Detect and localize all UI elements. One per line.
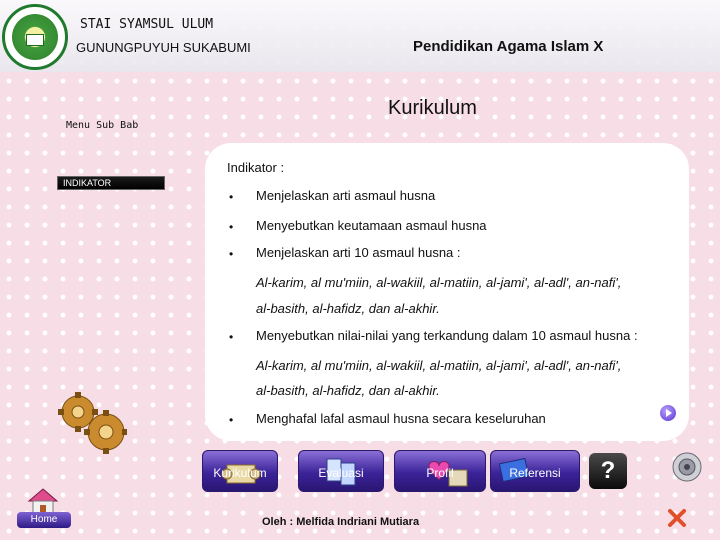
nav-referensi-button[interactable] xyxy=(490,450,580,492)
house-icon xyxy=(27,488,59,514)
indicator-item: Menyebutkan nilai-nilai yang terkandung dalam 10 asmaul husna : xyxy=(256,328,638,343)
menu-item-indikator[interactable]: INDIKATOR xyxy=(57,176,165,190)
institution-name: STAI SYAMSUL ULUM xyxy=(80,17,214,32)
indicator-detail: al-basith, al-hafidz, dan al-akhir. xyxy=(256,301,440,316)
course-title: Pendidikan Agama Islam X xyxy=(413,38,604,55)
next-arrow-button[interactable] xyxy=(660,405,676,421)
speaker-icon[interactable] xyxy=(670,451,704,483)
help-button[interactable]: ? xyxy=(589,453,627,489)
bullet-marker: • xyxy=(229,413,234,427)
author-credit: Oleh : Melfida Indriani Mutiara xyxy=(262,516,420,528)
home-label: Home xyxy=(17,512,71,528)
nav-referensi-label: Referensi xyxy=(509,466,561,480)
bullet-marker: • xyxy=(229,190,234,204)
indicator-detail: Al-karim, al mu'miin, al-wakiil, al-matiin, al-jami', al-adl', an-nafi', xyxy=(256,275,622,290)
close-icon[interactable] xyxy=(667,508,687,528)
bullet-marker: • xyxy=(229,247,234,261)
bullet-marker: • xyxy=(229,330,234,344)
indicator-item: Menyebutkan keutamaan asmaul husna xyxy=(256,218,487,233)
logo-book-icon xyxy=(26,34,44,46)
menu-sub-bab-label: Menu Sub Bab xyxy=(66,120,139,131)
nav-profil-button[interactable] xyxy=(394,450,486,492)
logo-emblem xyxy=(12,14,58,60)
institution-location: GUNUNGPUYUH SUKABUMI xyxy=(76,40,251,55)
institution-logo xyxy=(2,4,68,70)
content-heading: Indikator : xyxy=(227,160,285,175)
section-title: Kurikulum xyxy=(388,97,477,119)
nav-evaluasi-button[interactable] xyxy=(298,450,384,492)
home-button[interactable] xyxy=(17,488,71,532)
gears-icon xyxy=(54,390,128,456)
nav-kurikulum-button[interactable] xyxy=(202,450,278,492)
indicator-detail: Al-karim, al mu'miin, al-wakiil, al-matiin, al-jami', al-adl', an-nafi', xyxy=(256,358,622,373)
indicator-item: Menjelaskan arti asmaul husna xyxy=(256,188,436,203)
nav-kurikulum-label: Kurikulum xyxy=(213,466,267,480)
content-panel xyxy=(205,143,689,441)
header-band xyxy=(0,0,720,72)
indicator-item: Menghafal lafal asmaul husna secara keseluruhan xyxy=(256,411,546,426)
indicator-detail: al-basith, al-hafidz, dan al-akhir. xyxy=(256,383,440,398)
indicator-item: Menjelaskan arti 10 asmaul husna : xyxy=(256,245,461,260)
bullet-marker: • xyxy=(229,220,234,234)
nav-profil-label: Profil xyxy=(426,466,454,480)
nav-evaluasi-label: Evaluasi xyxy=(318,466,364,480)
